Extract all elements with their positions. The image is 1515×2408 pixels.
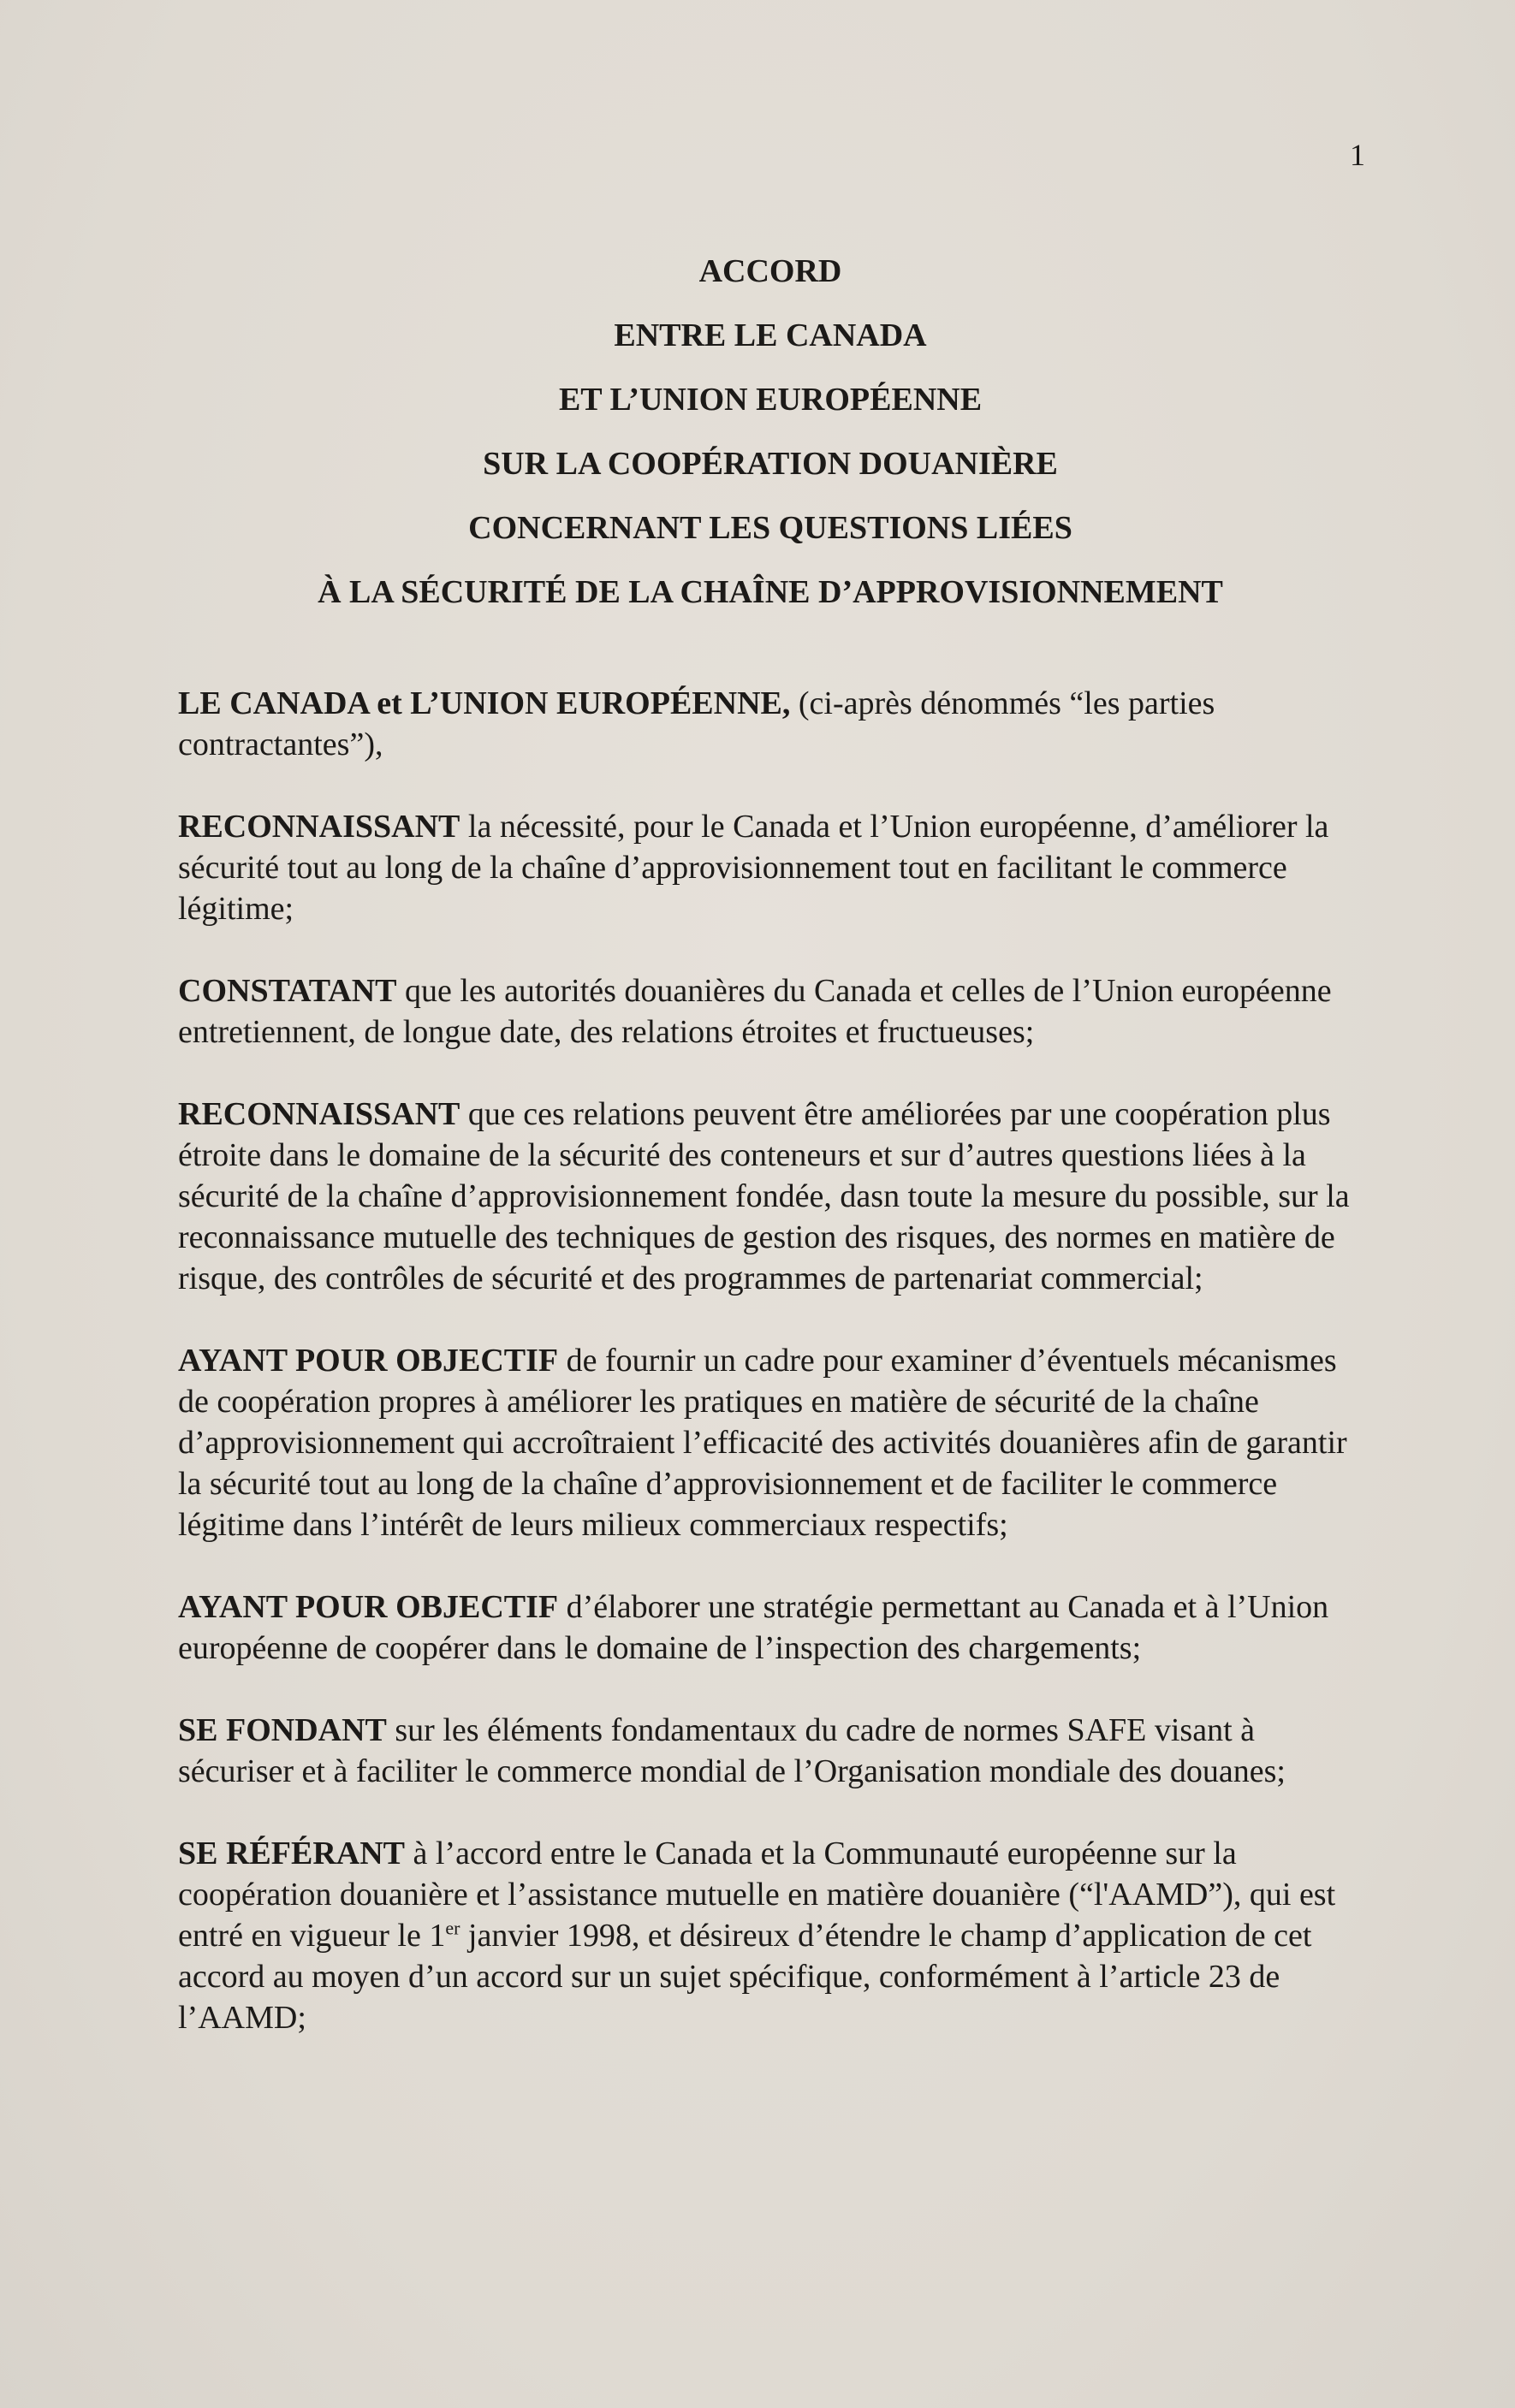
title-line: ET L’UNION EUROPÉENNE bbox=[558, 382, 983, 418]
paragraph-lead: CONSTATANT bbox=[178, 973, 397, 1009]
paragraph-lead: LE CANADA et L’UNION EUROPÉENNE, bbox=[178, 685, 791, 721]
paragraph-text: à l’accord entre le Canada et la Communauté européenne sur la coopération douanière et l’assistance mutuelle en matière douanière (“l'AAMD”), qui est entré en vigueur le 1 bbox=[178, 1836, 1336, 1954]
preamble-paragraph-reconnaissant-1 bbox=[178, 806, 1351, 929]
paragraph-text: d’élaborer une stratégie permettant au Canada et à l’Union européenne de coopérer dans le domaine de l’inspection des chargements; bbox=[178, 1589, 1329, 1666]
paragraph-lead: SE FONDANT bbox=[178, 1712, 387, 1748]
preamble-paragraph-objectif-2 bbox=[178, 1587, 1351, 1669]
title-line: ACCORD bbox=[698, 253, 842, 289]
title-line: SUR LA COOPÉRATION DOUANIÈRE bbox=[483, 446, 1058, 482]
paragraph-text: janvier 1998, et désireux d’étendre le champ d’application de cet accord au moyen d’un accord sur un sujet spécifique, conformément à l’article 23 de l’AAMD; bbox=[178, 1918, 1312, 2036]
paragraph-text: la nécessité, pour le Canada et l’Union européenne, d’améliorer la sécurité tout au long de la chaîne d’approvisionnement tout en facilitant le commerce légitime; bbox=[178, 809, 1329, 927]
paragraph-text: sur les éléments fondamentaux du cadre de normes SAFE visant à sécuriser et à faciliter le commerce mondial de l’Organisation mondiale des douanes; bbox=[178, 1712, 1286, 1789]
title-line: CONCERNANT LES QUESTIONS LIÉES bbox=[468, 510, 1072, 546]
preamble-paragraph-reconnaissant-2 bbox=[178, 1094, 1351, 1299]
title-line: ENTRE LE CANADA bbox=[614, 317, 927, 353]
paragraph-lead: RECONNAISSANT bbox=[178, 1096, 460, 1132]
paragraph-lead: AYANT POUR OBJECTIF bbox=[178, 1343, 559, 1379]
preamble-paragraph-se-fondant bbox=[178, 1710, 1351, 1792]
preamble-paragraph-constatant bbox=[178, 970, 1351, 1053]
preamble-paragraph-objectif-1 bbox=[178, 1340, 1351, 1545]
preamble-paragraph-parties bbox=[178, 683, 1351, 765]
ordinal-superscript: er bbox=[445, 1917, 460, 1939]
title-line: À LA SÉCURITÉ DE LA CHAÎNE D’APPROVISIONNEMENT bbox=[318, 574, 1223, 610]
paragraph-lead: SE RÉFÉRANT bbox=[178, 1836, 405, 1871]
preamble bbox=[178, 683, 1351, 2079]
paragraph-lead: RECONNAISSANT bbox=[178, 809, 460, 845]
paragraph-text: de fournir un cadre pour examiner d’éventuels mécanismes de coopération propres à améliorer les pratiques en matière de sécurité de la chaîne d’approvisionnement qui accroîtraient l’efficacité des activités douanières afin de garantir la sécurité tout au long de la chaîne d’approvisionnement et de faciliter le commerce légitime dans l’intérêt de leurs milieux commerciaux respectifs; bbox=[178, 1343, 1347, 1543]
preamble-paragraph-se-referant bbox=[178, 1833, 1351, 2038]
paragraph-text: que les autorités douanières du Canada et celles de l’Union européenne entretiennent, de longue date, des relations étroites et fructueuses; bbox=[178, 973, 1332, 1050]
paragraph-text: (ci-après dénommés “les parties contractantes”), bbox=[178, 685, 1215, 762]
page-number: 1 bbox=[1350, 138, 1365, 172]
paragraph-lead: AYANT POUR OBJECTIF bbox=[178, 1589, 559, 1625]
document-title bbox=[171, 240, 1369, 625]
paragraph-text: que ces relations peuvent être améliorées par une coopération plus étroite dans le domaine de la sécurité des conteneurs et sur d’autres questions liées à la sécurité de la chaîne d’approvisionnement fondée, dasn toute la mesure du possible, sur la reconnaissance mutuelle des techniques de gestion des risques, des normes en matière de risque, des contrôles de sécurité et des programmes de partenariat commercial; bbox=[178, 1096, 1350, 1296]
